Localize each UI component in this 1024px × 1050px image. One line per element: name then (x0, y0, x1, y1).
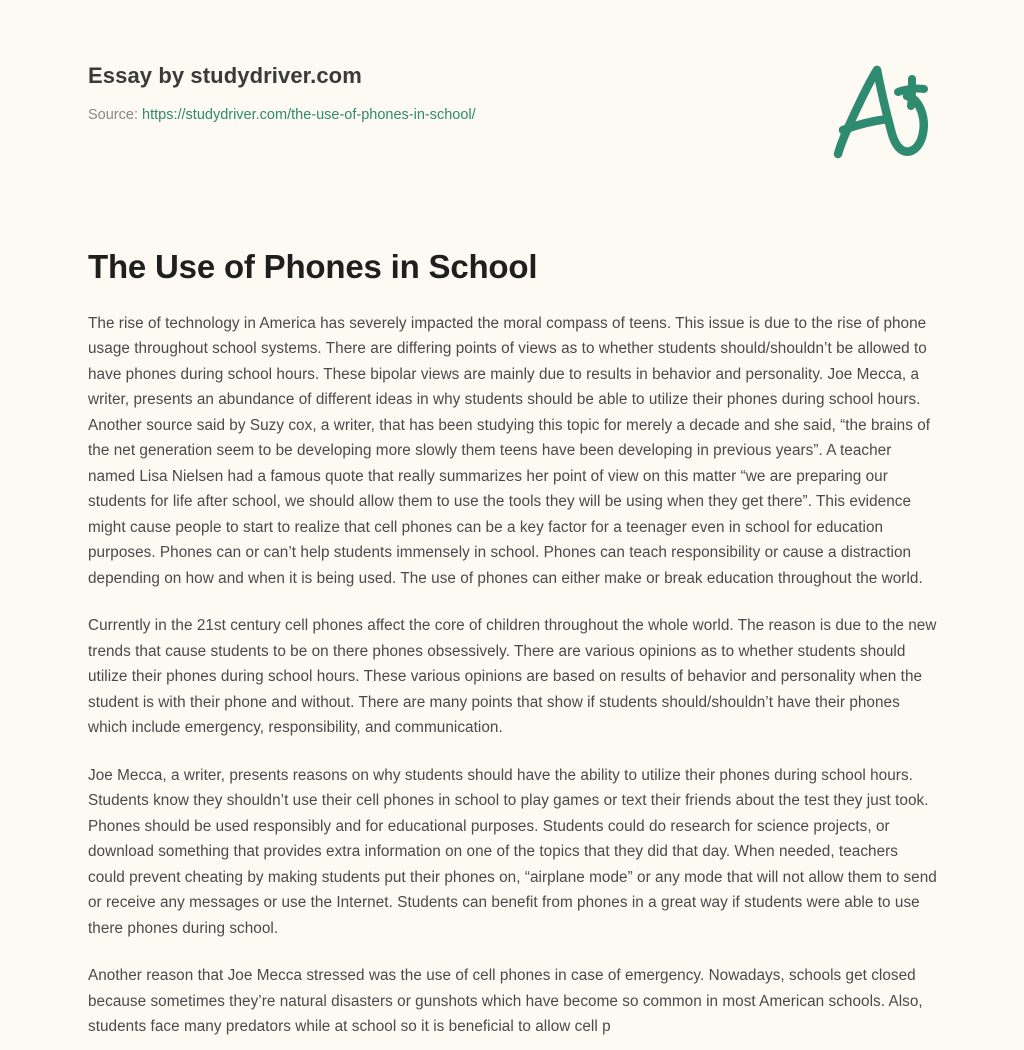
byline: Essay by studydriver.com (88, 63, 362, 88)
page-title: The Use of Phones in School (88, 248, 538, 285)
source-line (88, 106, 936, 125)
essay-body (88, 311, 938, 1040)
a-plus-logo-icon (816, 58, 944, 170)
source-label: Source: (88, 107, 138, 124)
page-header (88, 0, 936, 140)
paragraph: Another reason that Joe Mecca stressed was the use of cell phones in case of emergency. Nowadays, schools get closed because sometimes they’re natural disasters or gunshots which have become so common in most American schools. Also, students face many predators while at school so it is beneficial to allow cell p (88, 967, 923, 1036)
paragraph: Currently in the 21st century cell phones affect the core of children throughout the whole world. The reason is due to the new trends that cause students to be on there phones obsessively. There are various opinions as to whether students should utilize their phones during school hours. These various opinions are based on results of behavior and personality when the student is with their phone and without. There are many points that show if students should/shouldn’t have their phones which include emergency, responsibility, and communication. (88, 617, 937, 737)
paragraph: Joe Mecca, a writer, presents reasons on why students should have the ability to utilize their phones during school hours. Students know they shouldn’t use their cell phones in school to play games or text their friends about the test they just took. Phones should be used responsibly and for educational purposes. Students could do research for science projects, or download something that provides extra information on one of the topics that they did that day. When needed, teachers could prevent cheating by making students put their phones on, “airplane mode” or any mode that will not allow them to send or receive any messages or use the Internet. Students can benefit from phones in a great way if students were able to use there phones during school. (88, 766, 937, 937)
source-url-link[interactable]: https://studydriver.com/the-use-of-phones-in-school/ (142, 107, 476, 124)
paragraph: The rise of technology in America has severely impacted the moral compass of teens. This issue is due to the rise of phone usage throughout school systems. There are differing points of views as to whether students should/shouldn’t be allowed to have phones during school hours. These bipolar views are mainly due to results in behavior and personality. Joe Mecca, a writer, presents an abundance of different ideas in why students should be able to utilize their phones during school hours. Another source said by Suzy cox, a writer, that has been studying this topic for merely a decade and she said, “the brains of the net generation seem to be developing more slowly them teens have been developing in previous years”. A teacher named Lisa Nielsen had a famous quote that really summarizes her point of view on this matter “we are preparing our students for life after school, we should allow them to use the tools they will be using when they get there”. This evidence might cause people to start to realize that cell phones can be a key factor for a teenager even in school for education purposes. Phones can or can’t help students immensely in school. Phones can teach responsibility or cause a distraction depending on how and when it is being used. The use of phones can either make or break education throughout the world. (88, 314, 931, 587)
